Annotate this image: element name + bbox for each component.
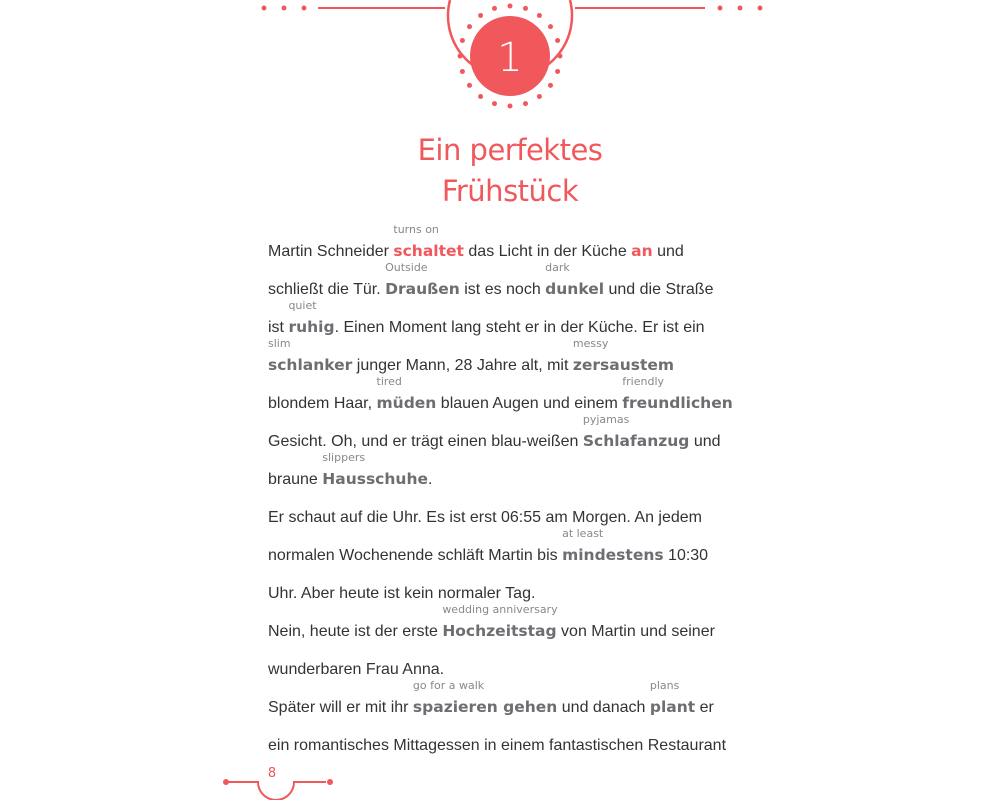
text-segment: Später will er mit ihr [268,699,413,716]
text-segment: und die Straße [604,281,714,298]
ornament-dot [492,101,497,106]
text-segment: junger Mann, 28 Jahre alt, mit [352,357,573,374]
vocab-word [562,527,664,566]
vocab-word [622,375,733,414]
vocab-word [376,375,437,414]
vocab-term: spazieren gehen [412,698,558,716]
ornament-dot [558,54,563,59]
text-segment: von Martin und seiner [556,623,715,640]
text-segment: wunderbaren Frau Anna. [268,661,445,678]
vocab-translation: at least [562,527,604,540]
vocab-translation: Outside [385,261,428,274]
vocab-term: Hausschuhe [322,470,428,488]
text-segment: er [695,699,714,716]
vocab-term: Draußen [385,280,460,298]
ornament-dot [508,4,513,9]
ornament-dot [460,69,465,74]
vocab-term: zersaustem [572,356,675,374]
text-line [268,376,748,414]
vocab-word [288,299,335,338]
text-segment: . [428,471,433,488]
vocab-term: Hochzeitstag [442,622,557,640]
text-segment: ist [268,319,289,336]
text-segment: 10:30 [663,547,709,564]
vocab-term: an [631,242,653,260]
page-number: 8 [267,766,277,781]
vocab-word [572,337,675,376]
text-line [268,528,748,566]
text-line [268,718,748,756]
text-line [268,566,748,604]
text-segment: Er schaut auf die Uhr. Es ist erst 06:55 am Morgen. An jedem [268,509,702,526]
vocab-translation: dark [545,261,570,274]
vocab-word [649,679,696,718]
text-segment: blauen Augen und einem [436,395,623,412]
vocab-translation: pyjamas [582,413,630,426]
vocab-translation: slim [268,337,291,350]
vocab-translation: go for a walk [412,679,485,692]
vocab-word [545,261,605,300]
vocab-term: Schlafanzug [582,432,690,450]
vocab-word [393,223,464,262]
vocab-term: ruhig [288,318,335,336]
vocab-term: plant [649,698,696,716]
vocab-term: schaltet [393,242,464,260]
vocab-translation: turns on [393,223,439,236]
vocab-word [268,337,353,376]
story-text [268,224,748,756]
text-segment: blondem Haar, [268,395,377,412]
vocab-term: müden [376,394,437,412]
text-segment: ist es noch [459,281,546,298]
text-line [268,490,748,528]
vocab-translation: wedding anniversary [442,603,558,616]
ornament-dot [508,104,513,109]
vocab-translation: messy [572,337,609,350]
ornament-dot [523,6,528,11]
text-segment: das Licht in der Küche [463,243,632,260]
vocab-translation: quiet [288,299,317,312]
vocab-word [582,413,690,452]
text-line [268,452,748,490]
vocab-translation: plans [649,679,680,692]
text-segment: Martin Schneider [268,243,394,260]
text-segment: schließt die Tür. [268,281,386,298]
ornament-dot [460,38,465,43]
text-line [268,300,748,338]
vocab-word [442,603,558,642]
vocab-word [631,241,653,262]
text-segment: Nein, heute ist der erste [268,623,443,640]
vocab-word [412,679,558,718]
page-number-ornament [222,760,342,800]
ornament-dot [555,38,560,43]
chapter-title-line-1: Ein perfektes [417,133,603,167]
ornament-dot [458,54,463,59]
text-segment: und [652,243,684,260]
vocab-term: freundlichen [622,394,733,412]
text-segment: Uhr. Aber heute ist kein normaler Tag. [268,585,536,602]
vocab-translation: tired [376,375,402,388]
ornament-dot [555,69,560,74]
text-segment: ein romantisches Mittagessen in einem fantastischen Restaurant [268,737,727,754]
vocab-word [322,451,428,490]
vocab-translation: friendly [622,375,665,388]
vocab-term: mindestens [562,546,664,564]
text-line [268,224,748,262]
ornament-dot [492,6,497,11]
vocab-translation: slippers [322,451,366,464]
chapter-number: 1 [497,35,523,81]
chapter-title-line-2: Frühstück [441,174,579,208]
text-segment: braune [268,471,323,488]
ornament-dot [523,101,528,106]
text-line [268,338,748,376]
chapter-title [340,130,680,212]
vocab-term: dunkel [545,280,605,298]
text-segment: normalen Wochenende schläft Martin bis [268,547,563,564]
text-line [268,414,748,452]
vocab-term: schlanker [268,356,353,374]
text-line [268,604,748,642]
text-line [268,642,748,680]
text-segment: Gesicht. Oh, und er trägt einen blau-weißen [268,433,583,450]
text-segment: . Einen Moment lang steht er in der Küche. Er ist ein [334,319,705,336]
text-segment: und [689,433,721,450]
vocab-word [385,261,460,300]
text-line [268,680,748,718]
text-segment: und danach [557,699,650,716]
text-line [268,262,748,300]
